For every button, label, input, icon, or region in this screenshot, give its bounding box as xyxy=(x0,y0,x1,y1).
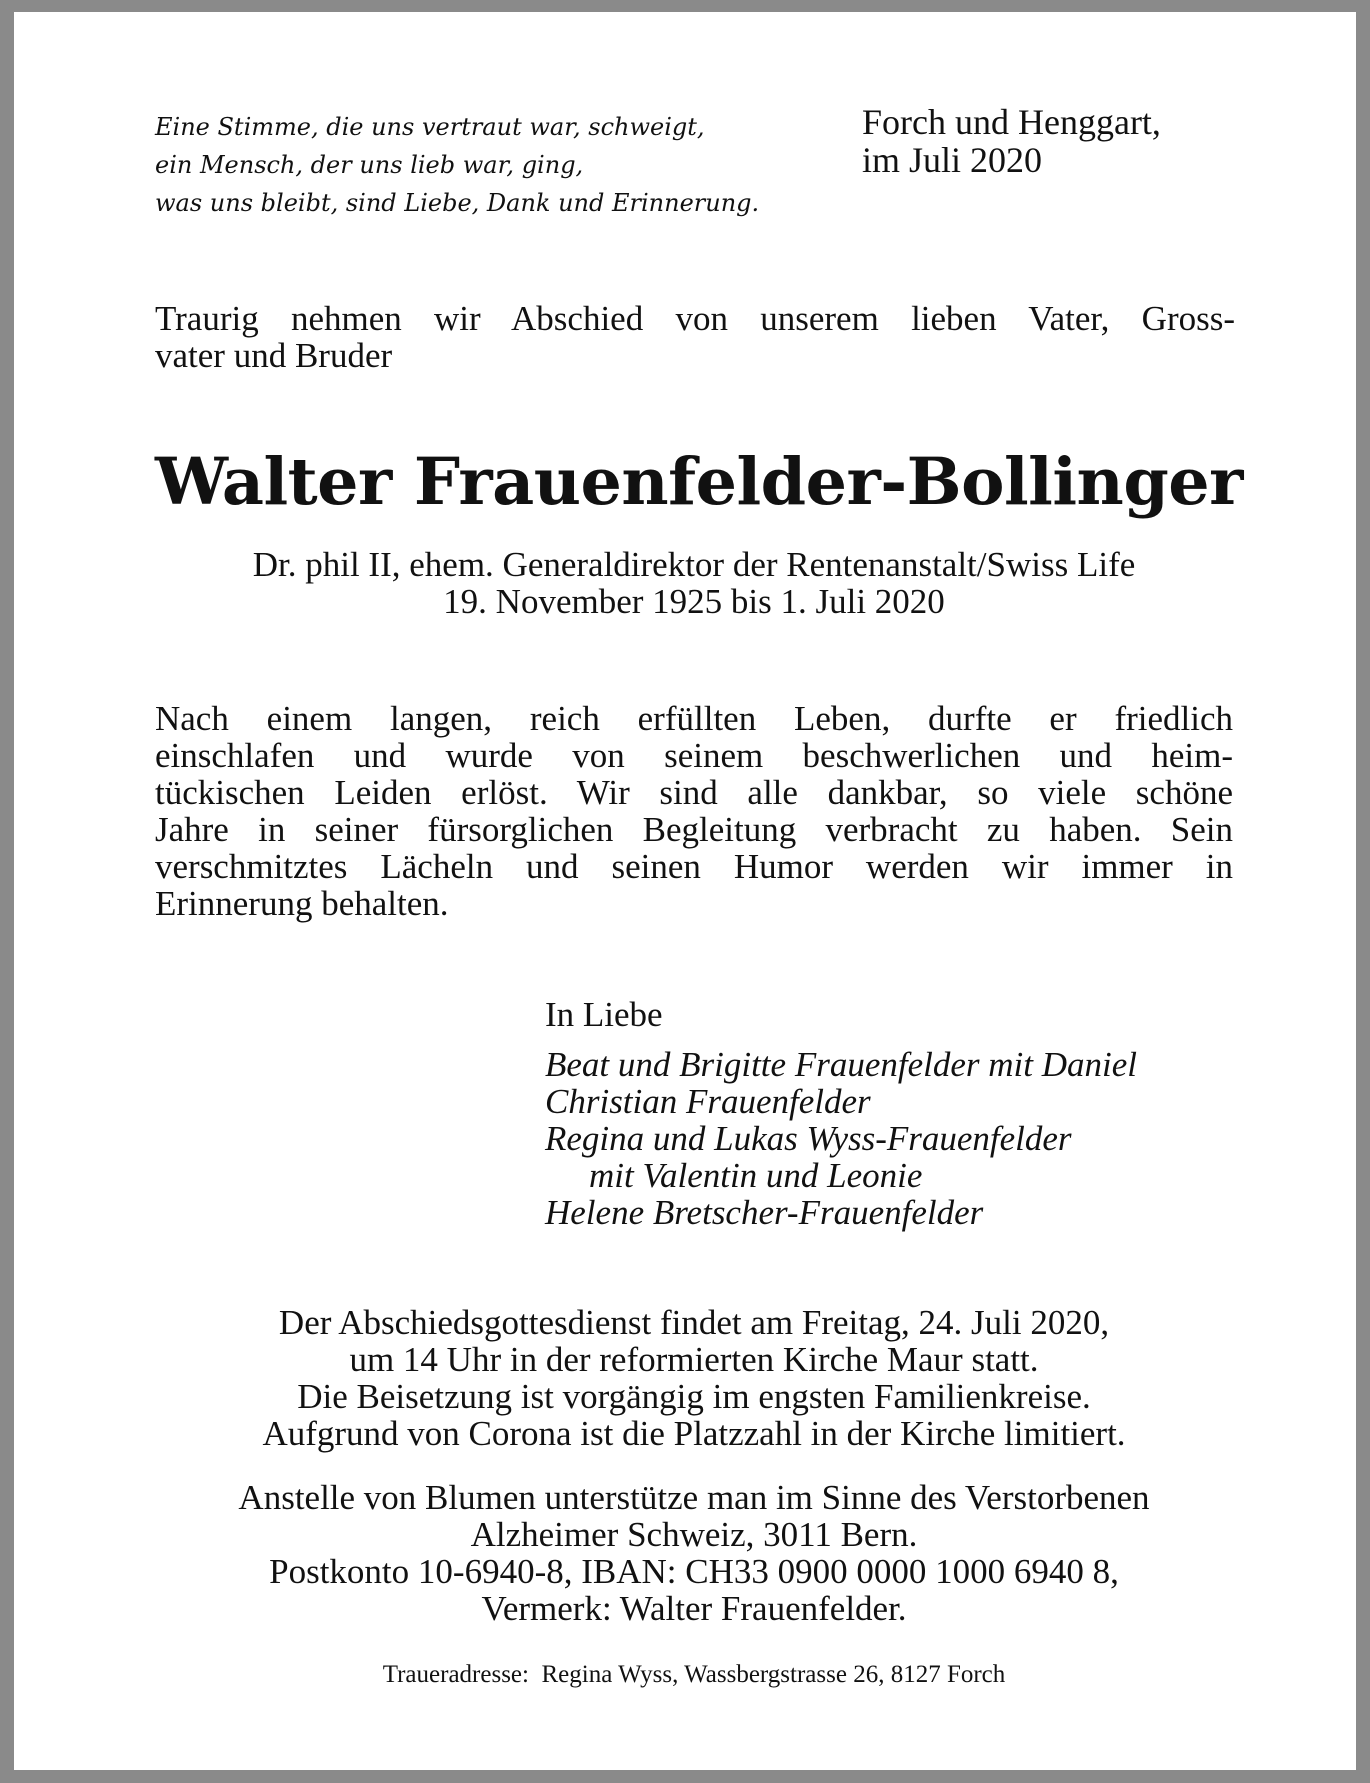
deceased-dates: 19. November 1925 bis 1. Juli 2020 xyxy=(443,582,945,621)
place-and-date xyxy=(862,103,1282,179)
date-line: im Juli 2020 xyxy=(862,140,1043,180)
mourner-line: mit Valentin und Leonie xyxy=(589,1156,923,1195)
poem-verse xyxy=(155,108,815,222)
service-line: Die Beisetzung ist vorgängig im engsten Familienkreise. xyxy=(297,1377,1091,1416)
donation-line: Alzheimer Schweiz, 3011 Bern. xyxy=(470,1515,918,1554)
service-line: Der Abschiedsgottesdienst findet am Freitag, 24. Juli 2020, xyxy=(278,1303,1110,1342)
deceased-name: Walter Frauenfelder-Bollinger xyxy=(155,444,1243,520)
donation-line: Postkonto 10-6940-8, IBAN: CH33 0900 0000 1000 6940 8, xyxy=(269,1552,1119,1591)
poem-line: was uns bleibt, sind Liebe, Dank und Erinnerung. xyxy=(155,189,760,217)
deceased-details xyxy=(155,546,1233,620)
mourning-address: Traueradresse: Regina Wyss, Wassbergstrasse 26, 8127 Forch xyxy=(382,1661,1006,1688)
body-paragraph xyxy=(155,700,1233,922)
body-line: Erinnerung behalten. xyxy=(155,884,449,923)
body-line: Jahre in seiner fürsorglichen Begleitung verbracht zu haben. Sein xyxy=(155,810,1233,849)
obituary-page xyxy=(14,12,1356,1770)
place-line: Forch und Henggart, xyxy=(862,102,1161,142)
donation-line: Anstelle von Blumen unterstütze man im Sinne des Verstorbenen xyxy=(238,1478,1150,1517)
mourner-line: Regina und Lukas Wyss-Frauenfelder xyxy=(545,1119,1072,1158)
mourners-heading: In Liebe xyxy=(545,995,663,1034)
deceased-title: Dr. phil II, ehem. Generaldirektor der Rentenanstalt/Swiss Life xyxy=(252,545,1136,584)
intro-line: Traurig nehmen wir Abschied von unserem lieben Vater, Gross- xyxy=(155,299,1235,338)
donation-line: Vermerk: Walter Frauenfelder. xyxy=(481,1589,907,1628)
intro-line: vater und Bruder xyxy=(155,336,393,375)
service-line: Aufgrund von Corona ist die Platzzahl in der Kirche limitiert. xyxy=(262,1414,1126,1453)
body-line: tückischen Leiden erlöst. Wir sind alle dankbar, so viele schöne xyxy=(155,773,1233,812)
mourner-line: Helene Bretscher-Frauenfelder xyxy=(545,1193,984,1232)
poem-line: Eine Stimme, die uns vertraut war, schweigt, xyxy=(155,113,705,141)
service-info xyxy=(155,1304,1233,1452)
mourners-list xyxy=(545,1046,1245,1231)
body-line: einschlafen und wurde von seinem beschwerlichen und heim- xyxy=(155,736,1233,775)
mourner-line: Christian Frauenfelder xyxy=(545,1082,871,1121)
body-line: Nach einem langen, reich erfüllten Leben, durfte er friedlich xyxy=(155,699,1233,738)
body-line: verschmitztes Lächeln und seinen Humor werden wir immer in xyxy=(155,847,1233,886)
intro-text xyxy=(155,300,1235,374)
poem-line: ein Mensch, der uns lieb war, ging, xyxy=(155,151,584,179)
mourner-line: Beat und Brigitte Frauenfelder mit Daniel xyxy=(545,1045,1137,1084)
service-line: um 14 Uhr in der reformierten Kirche Maur statt. xyxy=(349,1340,1039,1379)
donation-info xyxy=(155,1479,1233,1627)
